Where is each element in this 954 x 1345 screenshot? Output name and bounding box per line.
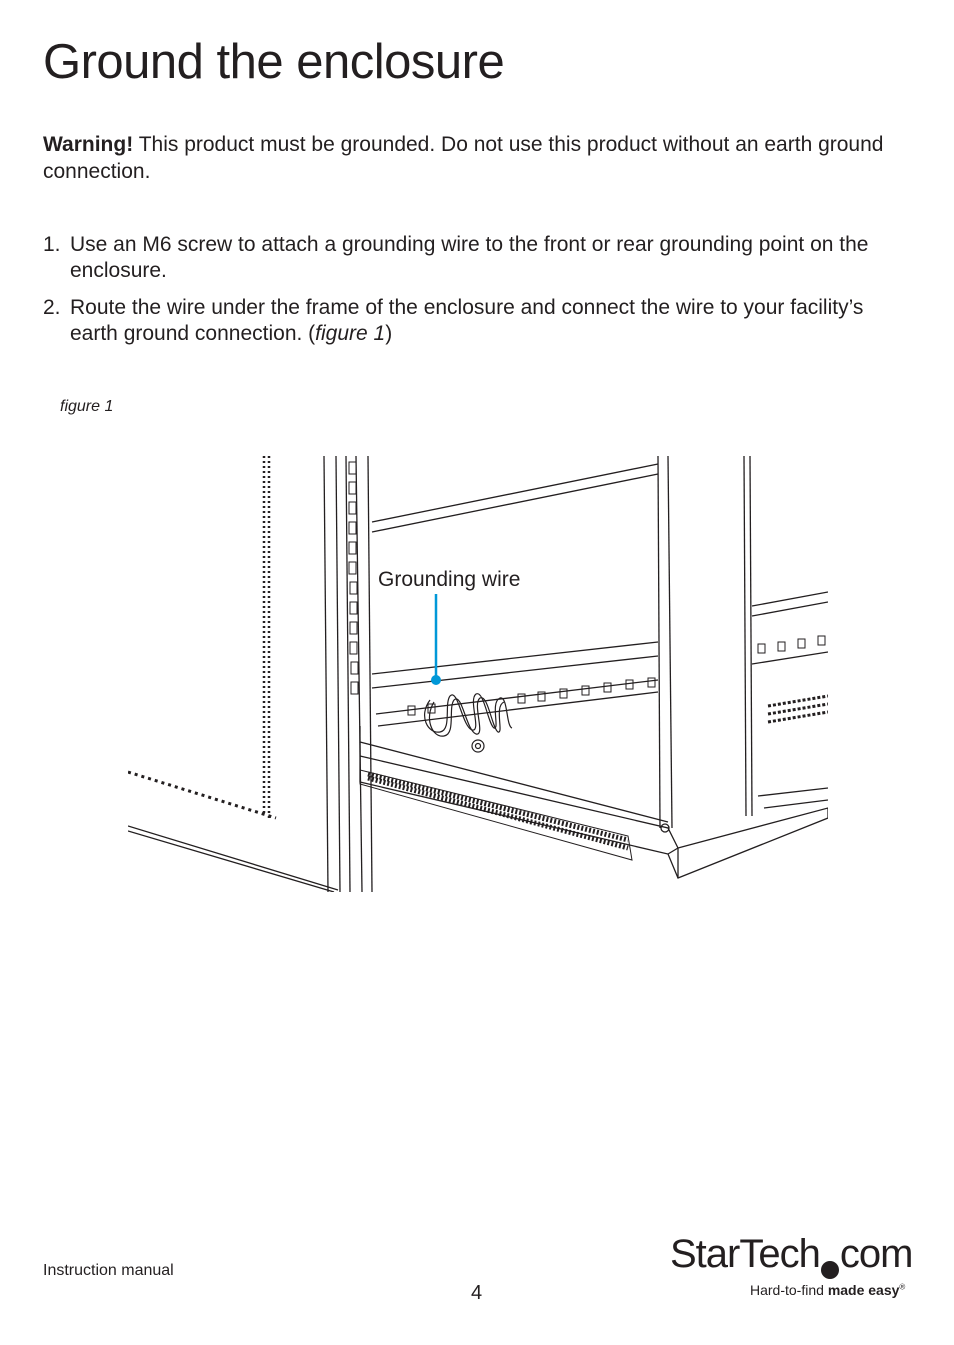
figure-reference: figure 1 — [315, 322, 386, 345]
logo-wordmark — [670, 1230, 912, 1279]
logo-dot-icon — [821, 1261, 839, 1279]
step-item — [43, 295, 913, 347]
vent-drawing — [768, 696, 828, 722]
figure-caption: figure 1 — [60, 398, 114, 415]
page-title: Ground the enclosure — [43, 35, 505, 89]
step-number: 1. — [43, 233, 61, 256]
logo-tagline-b: made easy — [827, 1282, 900, 1298]
page-number: 4 — [471, 1282, 483, 1304]
warning-paragraph — [43, 131, 913, 185]
base-frame-drawing — [360, 726, 828, 878]
steps-list — [43, 232, 913, 358]
step-text: Use an M6 screw to attach a grounding wire to the front or rear grounding point on the enclosure. — [70, 233, 869, 282]
warning-label: Warning! — [43, 133, 134, 156]
enclosure-illustration — [128, 456, 828, 892]
startech-logo — [670, 1230, 915, 1305]
warning-text: This product must be grounded. Do not use this product without an earth ground connection. — [43, 133, 884, 183]
step-text-end: ) — [385, 322, 393, 345]
logo-tagline — [750, 1282, 905, 1298]
step-text: Route the wire under the frame of the enclosure and connect the wire to your facility’s earth ground connection. ( — [70, 296, 864, 345]
step-number: 2. — [43, 296, 61, 319]
callout-pointer — [431, 594, 441, 685]
side-panel-drawing — [128, 456, 372, 892]
logo-tagline-a: Hard-to-find — [750, 1282, 828, 1298]
logo-brand-b: com — [839, 1232, 913, 1276]
frame-drawing — [372, 456, 828, 828]
footer-doc-label: Instruction manual — [43, 1262, 174, 1279]
logo-registered-mark: ® — [899, 1282, 906, 1292]
logo-brand-a: StarTech — [670, 1232, 820, 1276]
step-item — [43, 232, 913, 284]
grounding-wire-callout: Grounding wire — [378, 568, 521, 591]
